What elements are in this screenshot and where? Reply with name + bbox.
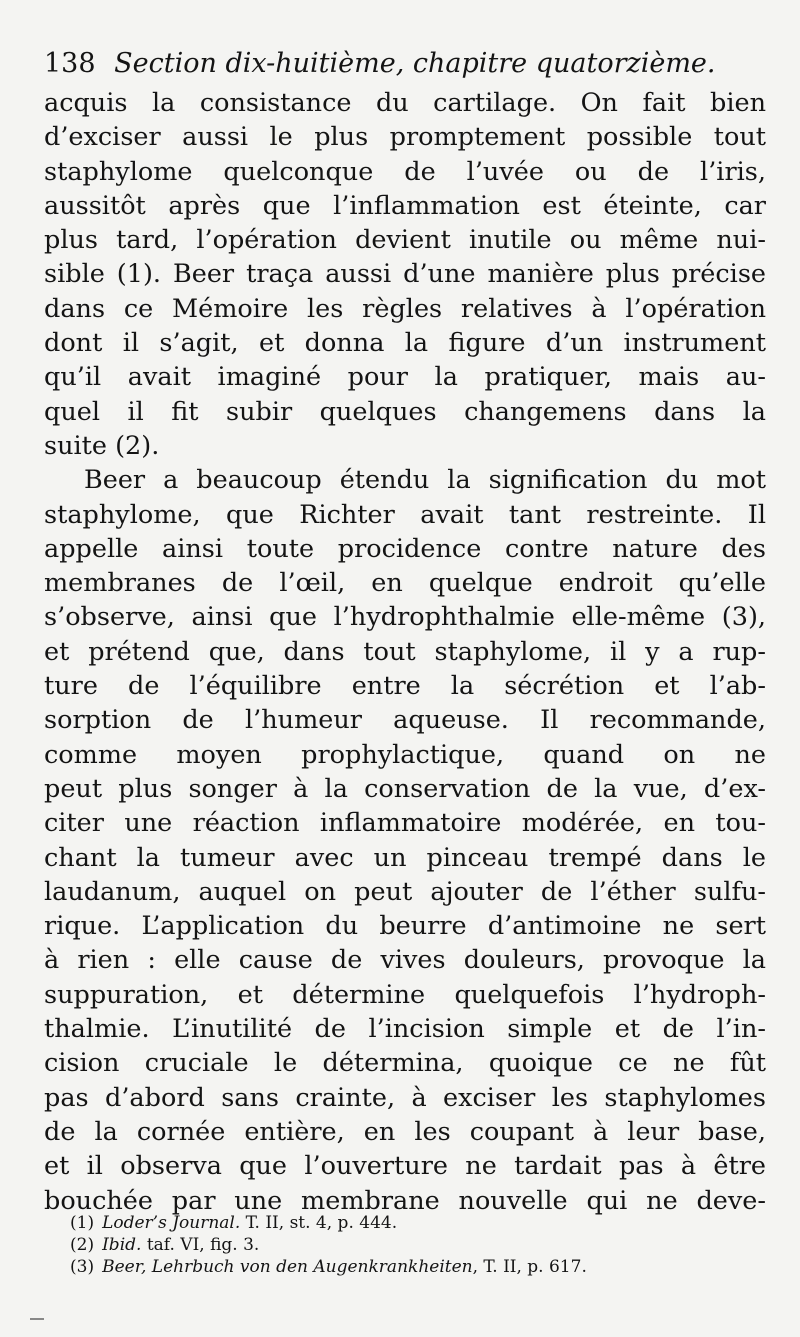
text-line: membranes de l’œil, en quelque endroit qu’elle: [44, 568, 766, 599]
text-line: acquis la consistance du cartilage. On fait bien: [44, 88, 766, 118]
text-line: appelle ainsi toute procidence contre nature des: [44, 533, 766, 564]
text-line: staphylome quelconque de l’uvée ou de l’iris,: [44, 156, 766, 187]
text-line: s’observe, ainsi que l’hydrophthalmie elle-même (3),: [44, 602, 766, 633]
footnote: [70, 1256, 760, 1278]
text-line: comme moyen prophylactique, quand on ne: [44, 739, 766, 770]
text-line: chant la tumeur avec un pinceau trempé dans le: [44, 842, 766, 873]
text-line: plus tard, l’opération devient inutile ou même nui-: [44, 225, 766, 256]
text-line: thalmie. L’inutilité de l’incision simple et de l’in-: [44, 1014, 766, 1045]
running-head: [44, 44, 764, 84]
text-line: et il observa que l’ouverture ne tardait pas à être: [44, 1151, 766, 1182]
footnote-detail: , T. II, p. 617.: [472, 1257, 587, 1277]
text-line: dans ce Mémoire les règles relatives à l’opération: [44, 293, 766, 324]
text-line: peut plus songer à la conservation de la vue, d’ex-: [44, 773, 766, 804]
text-line: d’exciser aussi le plus promptement possible tout: [44, 122, 766, 153]
text-line: suite (2).: [44, 430, 160, 461]
text-line: rique. L’application du beurre d’antimoine ne sert: [44, 911, 766, 942]
text-line: quel il fit subir quelques changemens dans la: [44, 396, 766, 427]
footnotes: [70, 1212, 760, 1278]
footnote: [70, 1234, 760, 1256]
text-line: bouchée par une membrane nouvelle qui ne deve-: [44, 1185, 766, 1216]
footnote-number: (3): [70, 1257, 95, 1277]
footnote-detail: taf. VI, fig. 3.: [141, 1235, 260, 1255]
text-line: Beer a beaucoup étendu la signification du mot: [84, 465, 766, 496]
text-line: sorption de l’humeur aqueuse. Il recommande,: [44, 705, 766, 736]
text-line: de la cornée entière, en les coupant à leur base,: [44, 1116, 766, 1147]
footnote-detail: T. II, st. 4, p. 444.: [240, 1213, 398, 1233]
text-line: citer une réaction inflammatoire modérée, en tou-: [44, 808, 766, 839]
footnote-number: (1): [70, 1213, 95, 1233]
body-text: [44, 86, 766, 1218]
text-line: pas d’abord sans crainte, à exciser les staphylomes: [44, 1082, 766, 1113]
text-line: et prétend que, dans tout staphylome, il y a rup-: [44, 636, 766, 667]
footnote: [70, 1212, 760, 1234]
text-line: ture de l’équilibre entre la sécrétion et l’ab-: [44, 671, 766, 702]
text-line: staphylome, que Richter avait tant restreinte. Il: [44, 499, 766, 530]
text-line: sible (1). Beer traça aussi d’une manière plus précise: [44, 259, 766, 290]
footnote-citation: Ibid.: [102, 1235, 142, 1255]
text-line: laudanum, auquel on peut ajouter de l’éther sulfu-: [44, 876, 766, 907]
running-title: Section dix-huitième, chapitre quatorzième.: [114, 48, 716, 79]
print-mark: [30, 1318, 44, 1320]
text-line: cision cruciale le détermina, quoique ce ne fût: [44, 1048, 766, 1079]
footnote-citation: Loder’s Journal.: [102, 1213, 241, 1233]
page-number: 138: [44, 48, 96, 79]
text-line: dont il s’agit, et donna la figure d’un instrument: [44, 328, 766, 359]
text-line: qu’il avait imaginé pour la pratiquer, mais au-: [44, 362, 766, 393]
text-line: suppuration, et détermine quelquefois l’hydroph-: [44, 979, 766, 1010]
text-line: aussitôt après que l’inflammation est éteinte, car: [44, 190, 766, 221]
text-line: à rien : elle cause de vives douleurs, provoque la: [44, 945, 766, 976]
footnote-citation: Beer, Lehrbuch von den Augenkrankheiten: [102, 1257, 473, 1277]
footnote-number: (2): [70, 1235, 95, 1255]
